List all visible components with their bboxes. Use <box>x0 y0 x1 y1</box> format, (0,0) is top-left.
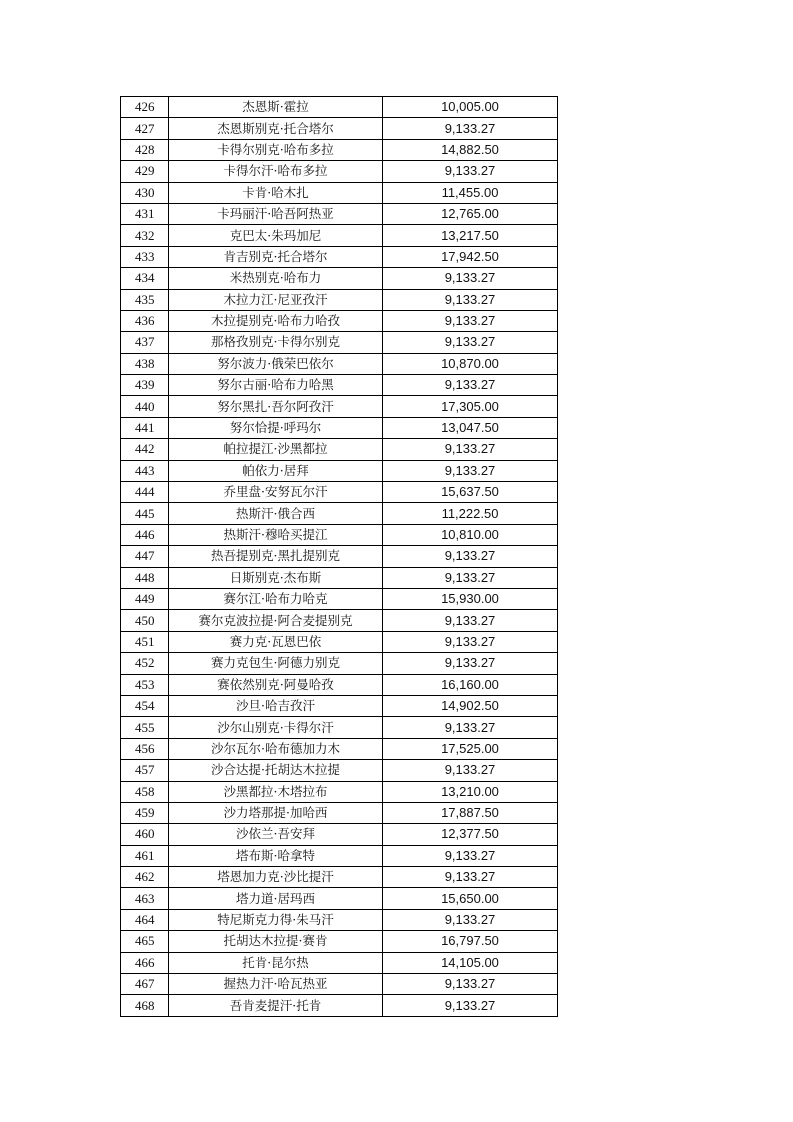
amount-cell: 15,637.50 <box>383 482 558 503</box>
name-cell: 肯吉别克·托合塔尔 <box>169 246 383 267</box>
name-cell: 日斯别克·杰布斯 <box>169 567 383 588</box>
table-row <box>121 375 558 396</box>
row-number-cell: 452 <box>121 653 169 674</box>
amount-cell: 9,133.27 <box>383 867 558 888</box>
table-row <box>121 802 558 823</box>
amount-cell: 9,133.27 <box>383 567 558 588</box>
table-row <box>121 417 558 438</box>
row-number-cell: 439 <box>121 375 169 396</box>
row-number-cell: 454 <box>121 695 169 716</box>
row-number-cell: 451 <box>121 631 169 652</box>
name-cell: 赛依然别克·阿曼哈孜 <box>169 674 383 695</box>
row-number-cell: 445 <box>121 503 169 524</box>
table-row <box>121 738 558 759</box>
row-number-cell: 447 <box>121 546 169 567</box>
name-cell: 热斯汗·穆哈买提江 <box>169 524 383 545</box>
table-row <box>121 631 558 652</box>
table-row <box>121 310 558 331</box>
row-number-cell: 453 <box>121 674 169 695</box>
table-row <box>121 246 558 267</box>
row-number-cell: 442 <box>121 439 169 460</box>
row-number-cell: 462 <box>121 867 169 888</box>
table-row <box>121 760 558 781</box>
amount-cell: 15,930.00 <box>383 588 558 609</box>
row-number-cell: 466 <box>121 952 169 973</box>
name-cell: 热吾提别克·黑扎提别克 <box>169 546 383 567</box>
row-number-cell: 431 <box>121 203 169 224</box>
table-row <box>121 888 558 909</box>
row-number-cell: 448 <box>121 567 169 588</box>
amount-cell: 12,765.00 <box>383 203 558 224</box>
amount-cell: 10,870.00 <box>383 353 558 374</box>
table-row <box>121 717 558 738</box>
table-row <box>121 524 558 545</box>
table-row <box>121 289 558 310</box>
amount-cell: 9,133.27 <box>383 546 558 567</box>
table-body <box>121 97 558 1017</box>
table-row <box>121 588 558 609</box>
table-row <box>121 97 558 118</box>
name-cell: 卡得尔汗·哈布多拉 <box>169 161 383 182</box>
table-row <box>121 674 558 695</box>
amount-cell: 9,133.27 <box>383 161 558 182</box>
row-number-cell: 457 <box>121 760 169 781</box>
amount-cell: 10,810.00 <box>383 524 558 545</box>
row-number-cell: 456 <box>121 738 169 759</box>
row-number-cell: 463 <box>121 888 169 909</box>
amount-cell: 9,133.27 <box>383 760 558 781</box>
row-number-cell: 443 <box>121 460 169 481</box>
amount-cell: 9,133.27 <box>383 974 558 995</box>
name-cell: 沙尔山别克·卡得尔汗 <box>169 717 383 738</box>
amount-cell: 9,133.27 <box>383 631 558 652</box>
table-row <box>121 931 558 952</box>
name-cell: 卡得尔别克·哈布多拉 <box>169 139 383 160</box>
row-number-cell: 432 <box>121 225 169 246</box>
name-cell: 努尔黑扎·吾尔阿孜汗 <box>169 396 383 417</box>
table-row <box>121 482 558 503</box>
table-row <box>121 353 558 374</box>
name-cell: 塔力道·居玛西 <box>169 888 383 909</box>
table-row <box>121 503 558 524</box>
table-row <box>121 139 558 160</box>
name-cell: 托胡达木拉提·赛肯 <box>169 931 383 952</box>
amount-cell: 14,882.50 <box>383 139 558 160</box>
amount-cell: 17,887.50 <box>383 802 558 823</box>
row-number-cell: 435 <box>121 289 169 310</box>
amount-cell: 14,105.00 <box>383 952 558 973</box>
amount-cell: 13,210.00 <box>383 781 558 802</box>
row-number-cell: 450 <box>121 610 169 631</box>
table-row <box>121 182 558 203</box>
name-cell: 沙力塔那提·加哈西 <box>169 802 383 823</box>
row-number-cell: 467 <box>121 974 169 995</box>
table-row <box>121 995 558 1016</box>
row-number-cell: 446 <box>121 524 169 545</box>
amount-cell: 9,133.27 <box>383 289 558 310</box>
amount-cell: 9,133.27 <box>383 118 558 139</box>
amount-cell: 16,797.50 <box>383 931 558 952</box>
row-number-cell: 437 <box>121 332 169 353</box>
name-cell: 乔里盘·安努瓦尔汗 <box>169 482 383 503</box>
table-row <box>121 460 558 481</box>
name-cell: 那格孜别克·卡得尔别克 <box>169 332 383 353</box>
amount-cell: 9,133.27 <box>383 375 558 396</box>
table-row <box>121 695 558 716</box>
name-cell: 卡肯·哈木扎 <box>169 182 383 203</box>
table-row <box>121 567 558 588</box>
table-row <box>121 974 558 995</box>
row-number-cell: 434 <box>121 268 169 289</box>
table-row <box>121 396 558 417</box>
table-row <box>121 909 558 930</box>
amount-cell: 12,377.50 <box>383 824 558 845</box>
name-cell: 塔恩加力克·沙比提汗 <box>169 867 383 888</box>
name-cell: 沙黑都拉·木塔拉布 <box>169 781 383 802</box>
table-row <box>121 225 558 246</box>
table-row <box>121 653 558 674</box>
name-cell: 沙尔瓦尔·哈布德加力木 <box>169 738 383 759</box>
row-number-cell: 455 <box>121 717 169 738</box>
amount-cell: 13,047.50 <box>383 417 558 438</box>
row-number-cell: 429 <box>121 161 169 182</box>
table-row <box>121 332 558 353</box>
row-number-cell: 438 <box>121 353 169 374</box>
amount-cell: 9,133.27 <box>383 310 558 331</box>
amount-cell: 11,455.00 <box>383 182 558 203</box>
name-cell: 热斯汗·俄合西 <box>169 503 383 524</box>
name-cell: 吾肯麦提汗·托肯 <box>169 995 383 1016</box>
table-row <box>121 546 558 567</box>
table-row <box>121 824 558 845</box>
amount-cell: 11,222.50 <box>383 503 558 524</box>
row-number-cell: 458 <box>121 781 169 802</box>
amount-cell: 9,133.27 <box>383 995 558 1016</box>
name-cell: 赛力克·瓦恩巴依 <box>169 631 383 652</box>
amount-cell: 9,133.27 <box>383 460 558 481</box>
row-number-cell: 433 <box>121 246 169 267</box>
payment-table <box>120 96 558 1017</box>
row-number-cell: 430 <box>121 182 169 203</box>
name-cell: 克巴太·朱玛加尼 <box>169 225 383 246</box>
name-cell: 塔布斯·哈拿特 <box>169 845 383 866</box>
row-number-cell: 461 <box>121 845 169 866</box>
amount-cell: 16,160.00 <box>383 674 558 695</box>
table-row <box>121 268 558 289</box>
row-number-cell: 465 <box>121 931 169 952</box>
row-number-cell: 436 <box>121 310 169 331</box>
row-number-cell: 440 <box>121 396 169 417</box>
table-row <box>121 952 558 973</box>
amount-cell: 9,133.27 <box>383 268 558 289</box>
name-cell: 沙依兰·吾安拜 <box>169 824 383 845</box>
amount-cell: 9,133.27 <box>383 653 558 674</box>
name-cell: 努尔波力·俄荣巴依尔 <box>169 353 383 374</box>
amount-cell: 9,133.27 <box>383 610 558 631</box>
name-cell: 托肯·昆尔热 <box>169 952 383 973</box>
amount-cell: 9,133.27 <box>383 439 558 460</box>
table-row <box>121 118 558 139</box>
name-cell: 卡玛丽汗·哈吾阿热亚 <box>169 203 383 224</box>
row-number-cell: 427 <box>121 118 169 139</box>
amount-cell: 15,650.00 <box>383 888 558 909</box>
name-cell: 赛力克包生·阿德力别克 <box>169 653 383 674</box>
row-number-cell: 459 <box>121 802 169 823</box>
amount-cell: 13,217.50 <box>383 225 558 246</box>
table-row <box>121 610 558 631</box>
amount-cell: 9,133.27 <box>383 717 558 738</box>
row-number-cell: 468 <box>121 995 169 1016</box>
name-cell: 杰恩斯别克·托合塔尔 <box>169 118 383 139</box>
amount-cell: 9,133.27 <box>383 845 558 866</box>
name-cell: 木拉提别克·哈布力哈孜 <box>169 310 383 331</box>
name-cell: 帕拉提江·沙黑都拉 <box>169 439 383 460</box>
name-cell: 沙旦·哈吉孜汗 <box>169 695 383 716</box>
row-number-cell: 441 <box>121 417 169 438</box>
table-row <box>121 781 558 802</box>
row-number-cell: 464 <box>121 909 169 930</box>
row-number-cell: 449 <box>121 588 169 609</box>
name-cell: 木拉力江·尼亚孜汗 <box>169 289 383 310</box>
table-row <box>121 439 558 460</box>
table-row <box>121 161 558 182</box>
amount-cell: 17,305.00 <box>383 396 558 417</box>
amount-cell: 17,525.00 <box>383 738 558 759</box>
name-cell: 赛尔江·哈布力哈克 <box>169 588 383 609</box>
table-row <box>121 867 558 888</box>
row-number-cell: 428 <box>121 139 169 160</box>
amount-cell: 9,133.27 <box>383 332 558 353</box>
row-number-cell: 426 <box>121 97 169 118</box>
name-cell: 帕依力·居拜 <box>169 460 383 481</box>
row-number-cell: 460 <box>121 824 169 845</box>
name-cell: 米热别克·哈布力 <box>169 268 383 289</box>
name-cell: 努尔恰提·呼玛尔 <box>169 417 383 438</box>
amount-cell: 17,942.50 <box>383 246 558 267</box>
table-row <box>121 845 558 866</box>
name-cell: 赛尔克波拉提·阿合麦提别克 <box>169 610 383 631</box>
amount-cell: 14,902.50 <box>383 695 558 716</box>
row-number-cell: 444 <box>121 482 169 503</box>
name-cell: 努尔古丽·哈布力哈黑 <box>169 375 383 396</box>
name-cell: 特尼斯克力得·朱马汗 <box>169 909 383 930</box>
amount-cell: 10,005.00 <box>383 97 558 118</box>
name-cell: 握热力汗·哈瓦热亚 <box>169 974 383 995</box>
name-cell: 沙合达提·托胡达木拉提 <box>169 760 383 781</box>
table-row <box>121 203 558 224</box>
name-cell: 杰恩斯·霍拉 <box>169 97 383 118</box>
amount-cell: 9,133.27 <box>383 909 558 930</box>
